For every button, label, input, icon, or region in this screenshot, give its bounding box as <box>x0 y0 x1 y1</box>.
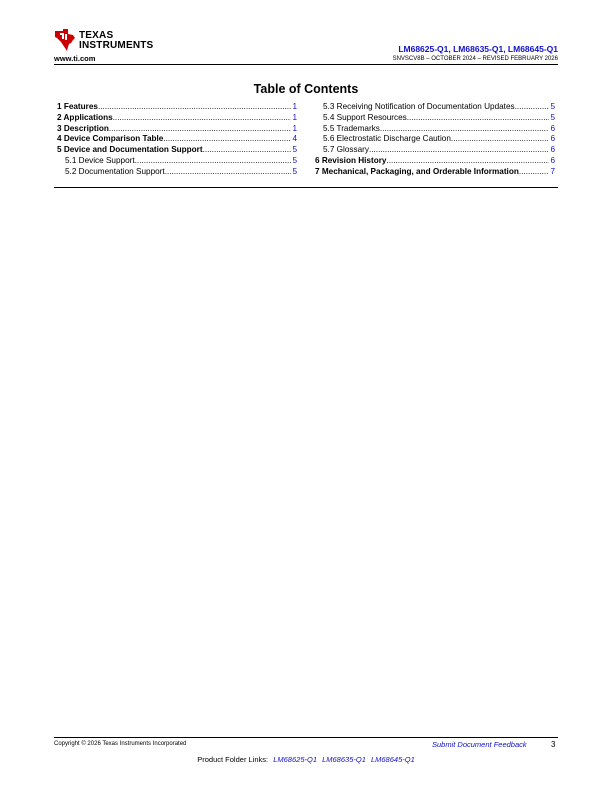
toc-entry[interactable] <box>315 167 555 178</box>
toc-entry-label: 1 Features <box>57 102 98 111</box>
toc-entry[interactable] <box>57 156 297 167</box>
toc-entry-label: 2 Applications <box>57 112 113 122</box>
toc-page-link[interactable]: 1 <box>292 123 297 133</box>
toc-entry-label: 5.2 Documentation Support <box>65 166 165 176</box>
toc-entry[interactable] <box>57 113 297 124</box>
toc-leader-dots <box>407 113 550 124</box>
toc-entry[interactable] <box>57 167 297 178</box>
toc-right-column <box>315 102 555 178</box>
toc-entry-label: 5.6 Electrostatic Discharge Caution <box>323 134 451 144</box>
toc-page-link[interactable]: 1 <box>292 112 297 122</box>
toc-leader-dots <box>369 145 549 156</box>
product-link[interactable]: LM68645-Q1 <box>370 755 415 764</box>
header-rule <box>54 64 558 65</box>
product-link[interactable]: LM68625-Q1 <box>273 755 317 764</box>
submit-feedback-link[interactable]: Submit Document Feedback <box>432 740 527 749</box>
toc-leader-dots <box>98 102 291 113</box>
toc-leader-dots <box>109 124 292 135</box>
toc-entry-label: 5.1 Device Support <box>65 155 135 165</box>
toc-entry[interactable] <box>315 124 555 135</box>
toc-left-column <box>57 102 297 178</box>
toc-entry[interactable] <box>57 124 297 135</box>
toc-entry-label: 5 Device and Documentation Support <box>57 145 203 155</box>
toc-leader-dots <box>165 167 292 178</box>
footer-rule <box>54 737 558 738</box>
toc-entry-label: 5.5 Trademarks <box>323 123 380 133</box>
toc-leader-dots <box>135 156 292 167</box>
toc-leader-dots <box>113 113 292 124</box>
toc-leader-dots <box>451 134 550 145</box>
toc-entry[interactable] <box>315 134 555 145</box>
toc-page-link[interactable]: 6 <box>550 145 555 155</box>
part-numbers: LM68625-Q1, LM68635-Q1, LM68645-Q1 <box>398 44 558 54</box>
product-links-label: Product Folder Links: <box>197 755 269 764</box>
toc-leader-dots <box>203 145 292 156</box>
toc-entry[interactable] <box>57 102 297 113</box>
toc-entry-label: 5.4 Support Resources <box>323 112 407 122</box>
toc-entry[interactable] <box>57 134 297 145</box>
toc-entry[interactable] <box>57 145 297 156</box>
toc-entry-label: 7 Mechanical, Packaging, and Orderable Information <box>315 166 519 176</box>
logo-line-2: INSTRUMENTS <box>79 40 154 51</box>
toc-page-link[interactable]: 5 <box>550 102 555 111</box>
toc-entry-label: 5.7 Glossary <box>323 145 369 155</box>
product-link[interactable]: LM68635-Q1 <box>322 755 366 764</box>
toc-entry[interactable] <box>315 156 555 167</box>
toc-leader-dots <box>515 102 550 113</box>
toc-entry-label: 3 Description <box>57 123 109 133</box>
toc-page-link[interactable]: 5 <box>550 112 555 122</box>
document-id: SNVSCV8B – OCTOBER 2024 – REVISED FEBRUARY 2026 <box>392 56 558 62</box>
product-folder-links <box>0 755 612 764</box>
toc-page-link[interactable]: 5 <box>292 145 297 155</box>
toc-page-link[interactable]: 6 <box>550 155 555 165</box>
toc-leader-dots <box>380 124 550 135</box>
toc-leader-dots <box>386 156 549 167</box>
toc-entry[interactable] <box>315 102 555 113</box>
toc-entry-label: 4 Device Comparison Table <box>57 134 164 144</box>
toc-entry-label: 6 Revision History <box>315 155 387 165</box>
copyright: Copyright © 2026 Texas Instruments Incorporated <box>54 741 187 747</box>
toc-entry[interactable] <box>315 113 555 124</box>
toc-page-link[interactable]: 6 <box>550 123 555 133</box>
toc-page-link[interactable]: 5 <box>292 166 297 176</box>
logo-line-1: TEXAS <box>79 30 114 41</box>
page-number: 3 <box>551 740 556 749</box>
ti-state-icon <box>54 28 78 52</box>
toc-page-link[interactable]: 6 <box>550 134 555 144</box>
page-title: Table of Contents <box>253 82 359 96</box>
toc-leader-dots <box>163 134 291 145</box>
toc-entry-label: 5.3 Receiving Notification of Documentation Updates <box>323 102 515 111</box>
toc-leader-dots <box>519 167 550 178</box>
ti-logo[interactable] <box>54 28 154 52</box>
website-link[interactable]: www.ti.com <box>54 54 96 63</box>
toc-page-link[interactable]: 5 <box>292 155 297 165</box>
toc-page-link[interactable]: 1 <box>292 102 297 111</box>
toc-bottom-rule <box>54 187 558 188</box>
toc-page-link[interactable]: 4 <box>292 134 297 144</box>
toc-page-link[interactable]: 7 <box>550 166 555 176</box>
toc-entry[interactable] <box>315 145 555 156</box>
